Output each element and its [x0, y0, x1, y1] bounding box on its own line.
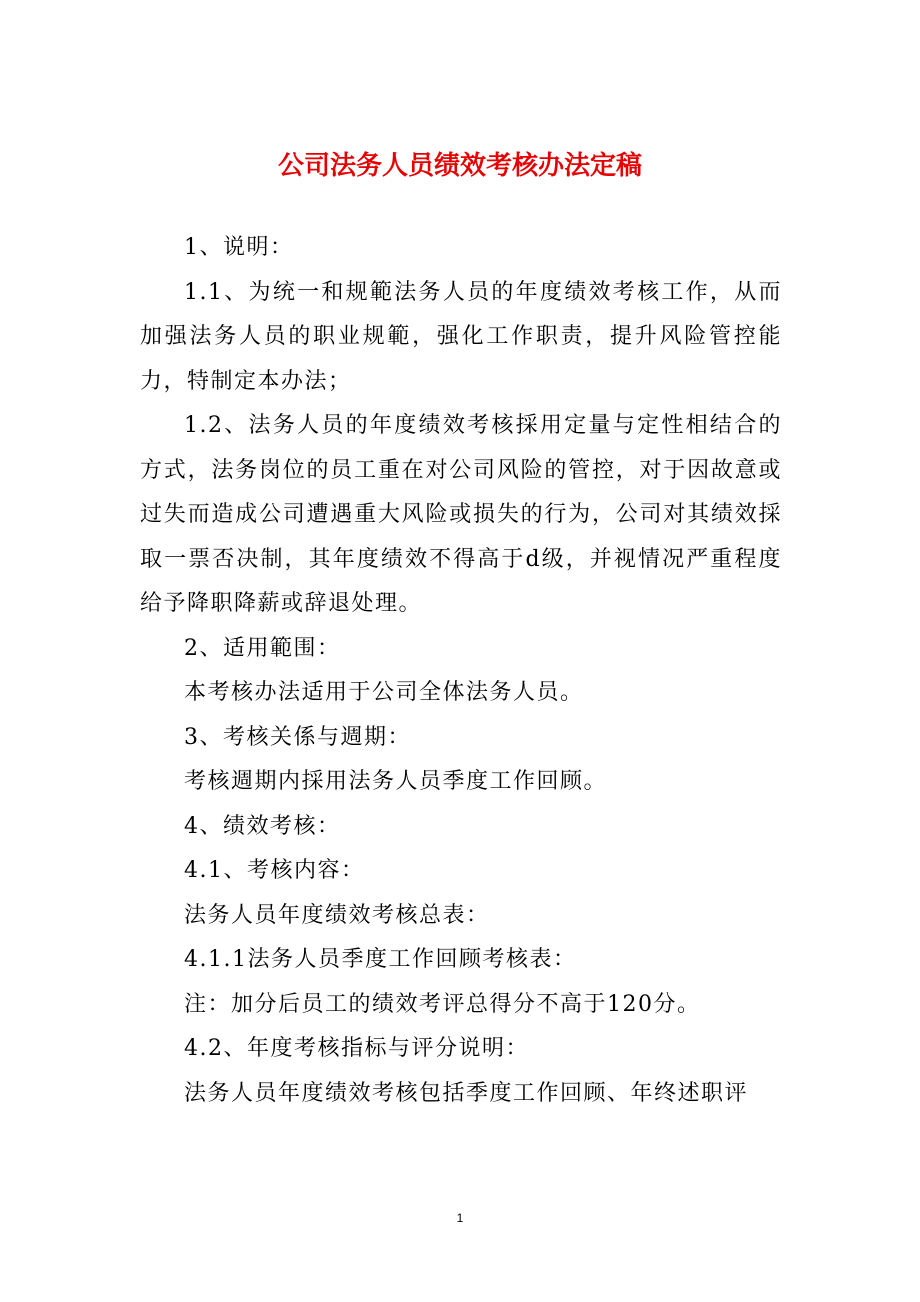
paragraph: 4.1、考核内容：	[184, 858, 365, 883]
paragraph: 4.2、年度考核指标与评分说明：	[184, 1036, 529, 1061]
paragraph: 1、说明：	[184, 235, 294, 260]
paragraph: 4.1.1法务人员季度工作回顾考核表：	[184, 947, 577, 972]
document-body	[140, 226, 782, 1116]
paragraph: 4、绩效考核：	[184, 813, 341, 839]
paragraph: 注：加分后员工的绩效考评总得分不高于120分。	[184, 991, 701, 1017]
paragraph: 1.1、为统一和规範法务人员的年度绩效考核工作，从而加强法务人员的职业规範，强化工作职责，提升风险管控能力，特制定本办法；	[140, 279, 782, 394]
paragraph: 法务人员年度绩效考核总表：	[184, 902, 490, 928]
document-title: 公司法务人员绩效考核办法定稿	[277, 151, 642, 181]
paragraph: 3、考核关係与週期：	[184, 724, 411, 750]
paragraph: 2、适用範围：	[184, 635, 341, 661]
paragraph: 考核週期内採用法务人员季度工作回顾。	[184, 769, 608, 794]
paragraph: 1.2、法务人员的年度绩效考核採用定量与定性相结合的方式，法务岗位的员工重在对公司风险的管控，对于因故意或过失而造成公司遭遇重大风险或损失的行为，公司对其绩效採取一票否决制，其年度绩效不得高于d级，并视情况严重程度给予降职降薪或辞退处理。	[140, 413, 782, 616]
paragraph: 本考核办法适用于公司全体法务人员。	[184, 680, 584, 705]
page-number: 1	[456, 1211, 464, 1225]
paragraph: 法务人员年度绩效考核包括季度工作回顾、年终述职评	[184, 1080, 749, 1106]
